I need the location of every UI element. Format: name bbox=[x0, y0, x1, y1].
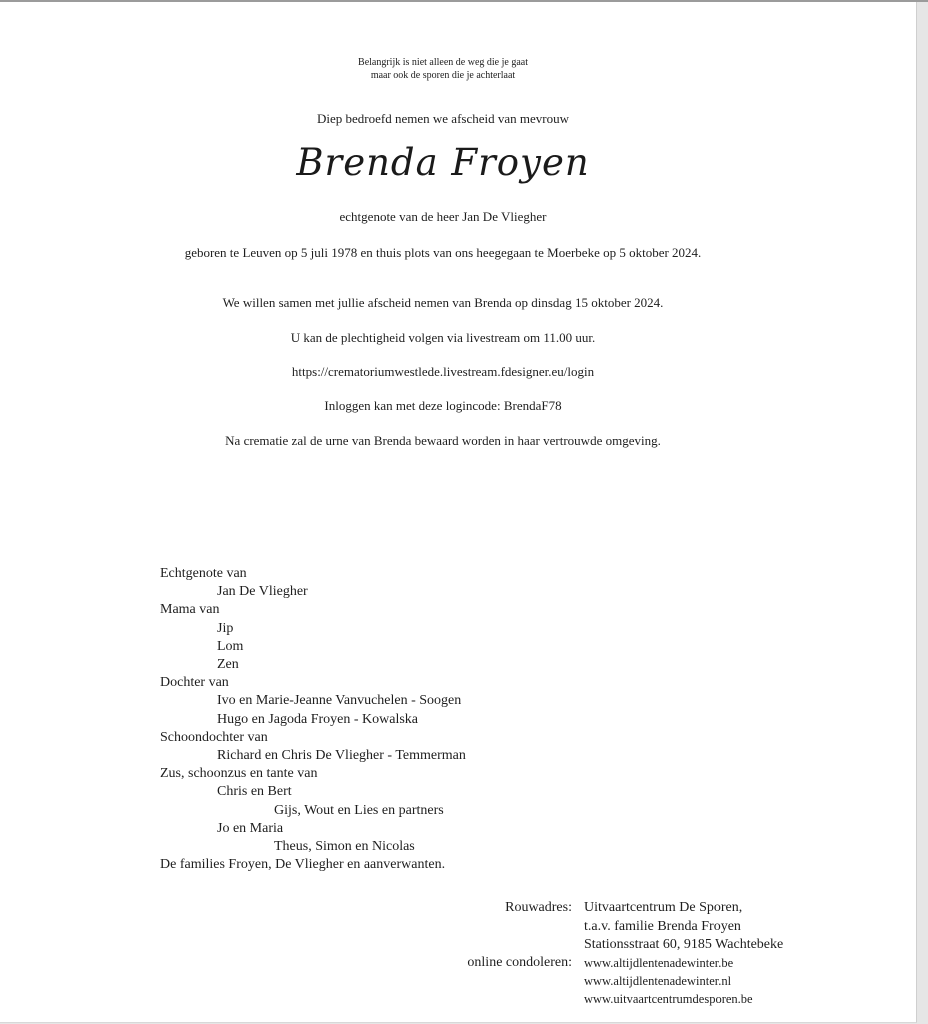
condolence-link[interactable]: www.altijdlentenadewinter.nl bbox=[584, 974, 732, 988]
birth-death-line: geboren te Leuven op 5 juli 1978 en thuis plots van ons heegegaan te Moerbeke op 5 oktober 2024. bbox=[184, 245, 702, 260]
family-relation-heading: Zus, schoonzus en tante van bbox=[160, 766, 318, 782]
login-code-paragraph: Inloggen kan met deze logincode: BrendaF78 bbox=[324, 398, 562, 413]
online-condolence-label: online condoleren: bbox=[467, 955, 572, 970]
condolence-links bbox=[584, 954, 753, 1008]
family-member: Jan De Vliegher bbox=[217, 584, 308, 600]
quote-line-2: maar ook de sporen die je achterlaat bbox=[370, 70, 516, 81]
family-member: Lom bbox=[217, 638, 244, 654]
address-block bbox=[584, 899, 783, 955]
family-member: Zen bbox=[217, 657, 239, 673]
family-relation-heading: Mama van bbox=[160, 602, 220, 618]
family-member: Richard en Chris De Vliegher - Temmerman bbox=[217, 748, 466, 764]
family-member: Gijs, Wout en Lies en partners bbox=[274, 802, 444, 818]
family-relation-heading: Echtgenote van bbox=[160, 566, 247, 581]
condolence-link[interactable]: www.altijdlentenadewinter.be bbox=[584, 956, 734, 970]
deceased-name: Brenda Froyen bbox=[296, 141, 590, 184]
family-member: Theus, Simon en Nicolas bbox=[274, 839, 415, 855]
family-member: Ivo en Marie-Jeanne Vanvuchelen - Soogen bbox=[217, 693, 462, 709]
livestream-link[interactable]: https://crematoriumwestlede.livestream.fdesigner.eu/login bbox=[291, 364, 595, 379]
family-relation-heading: Dochter van bbox=[160, 675, 229, 691]
condolence-link[interactable]: www.uitvaartcentrumdesporen.be bbox=[584, 992, 753, 1006]
address-line: Stationsstraat 60, 9185 Wachtebeke bbox=[584, 937, 784, 952]
quote-line-1: Belangrijk is niet alleen de weg die je gaat bbox=[358, 57, 528, 68]
spouse-line: echtgenote van de heer Jan De Vliegher bbox=[339, 209, 547, 224]
top-border bbox=[0, 0, 928, 2]
intro-text: Diep bedroefd nemen we afscheid van mevrouw bbox=[317, 111, 569, 126]
family-member: Jo en Maria bbox=[217, 820, 284, 836]
urn-paragraph: Na crematie zal de urne van Brenda bewaard worden in haar vertrouwde omgeving. bbox=[225, 433, 661, 448]
family-list bbox=[160, 565, 466, 874]
family-member: Jip bbox=[217, 620, 234, 636]
family-member: Chris en Bert bbox=[217, 784, 292, 800]
family-member: Hugo en Jagoda Froyen - Kowalska bbox=[217, 711, 419, 727]
family-relation-heading: Schoondochter van bbox=[160, 729, 268, 745]
family-relation-heading: De families Froyen, De Vliegher en aanverwanten. bbox=[160, 857, 446, 873]
address-line: Uitvaartcentrum De Sporen, bbox=[584, 900, 743, 915]
address-line: t.a.v. familie Brenda Froyen bbox=[584, 918, 741, 934]
address-label: Rouwadres: bbox=[505, 900, 572, 915]
farewell-paragraph: We willen samen met jullie afscheid nemen van Brenda op dinsdag 15 oktober 2024. bbox=[222, 295, 664, 310]
livestream-paragraph: U kan de plechtigheid volgen via livestream om 11.00 uur. bbox=[290, 330, 596, 345]
